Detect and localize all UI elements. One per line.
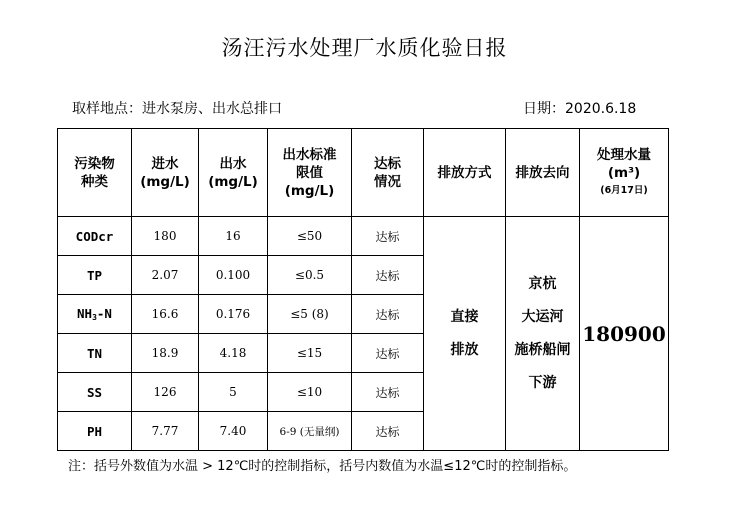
compliance-status: 达标	[352, 295, 424, 334]
compliance-status: 达标	[352, 412, 424, 451]
outflow-value: 0.100	[199, 256, 268, 295]
compliance-status: 达标	[352, 256, 424, 295]
inflow-value: 16.6	[132, 295, 199, 334]
limit-value: ≤0.5	[268, 256, 352, 295]
limit-value: ≤10	[268, 373, 352, 412]
compliance-status: 达标	[352, 334, 424, 373]
pollutant-name: SS	[58, 373, 132, 412]
outflow-value: 7.40	[199, 412, 268, 451]
header-volume: 处理水量 (m³) (6月17日)	[580, 129, 669, 217]
pollutant-name: CODcr	[58, 217, 132, 256]
header-inflow: 进水 (mg/L)	[132, 129, 199, 217]
outflow-value: 5	[199, 373, 268, 412]
header-discharge-method: 排放方式	[424, 129, 506, 217]
outflow-value: 0.176	[199, 295, 268, 334]
header-compliance: 达标 情况	[352, 129, 424, 217]
table-header-row	[58, 129, 669, 217]
discharge-method: 直接 排放	[424, 217, 506, 451]
inflow-value: 2.07	[132, 256, 199, 295]
table-row	[58, 217, 669, 256]
report-title: 汤汪污水处理厂水质化验日报	[221, 36, 508, 60]
inflow-value: 126	[132, 373, 199, 412]
header-pollutant: 污染物 种类	[58, 129, 132, 217]
pollutant-name: TN	[58, 334, 132, 373]
pollutant-name: TP	[58, 256, 132, 295]
footnote: 注：括号外数值为水温 > 12℃时的控制指标，括号内数值为水温≤12℃时的控制指标。	[68, 459, 577, 474]
report-date: 日期：2020.6.18	[523, 101, 637, 117]
compliance-status: 达标	[352, 217, 424, 256]
pollutant-name: PH	[58, 412, 132, 451]
inflow-value: 7.77	[132, 412, 199, 451]
limit-value: ≤15	[268, 334, 352, 373]
treated-volume: 180900	[580, 217, 669, 451]
pollutant-name: $NH_3-N$	[58, 295, 132, 334]
limit-value: ≤5 (8)	[268, 295, 352, 334]
header-limit: 出水标准 限值 (mg/L)	[268, 129, 352, 217]
water-quality-table	[57, 128, 669, 451]
outflow-value: 16	[199, 217, 268, 256]
header-discharge-destination: 排放去向	[506, 129, 580, 217]
discharge-destination: 京杭 大运河 施桥船闸 下游	[506, 217, 580, 451]
compliance-status: 达标	[352, 373, 424, 412]
inflow-value: 18.9	[132, 334, 199, 373]
limit-value: ≤50	[268, 217, 352, 256]
sampling-location: 取样地点：进水泵房、出水总排口	[72, 101, 282, 117]
inflow-value: 180	[132, 217, 199, 256]
limit-value: 6-9 (无量纲)	[268, 412, 352, 451]
outflow-value: 4.18	[199, 334, 268, 373]
header-outflow: 出水 (mg/L)	[199, 129, 268, 217]
